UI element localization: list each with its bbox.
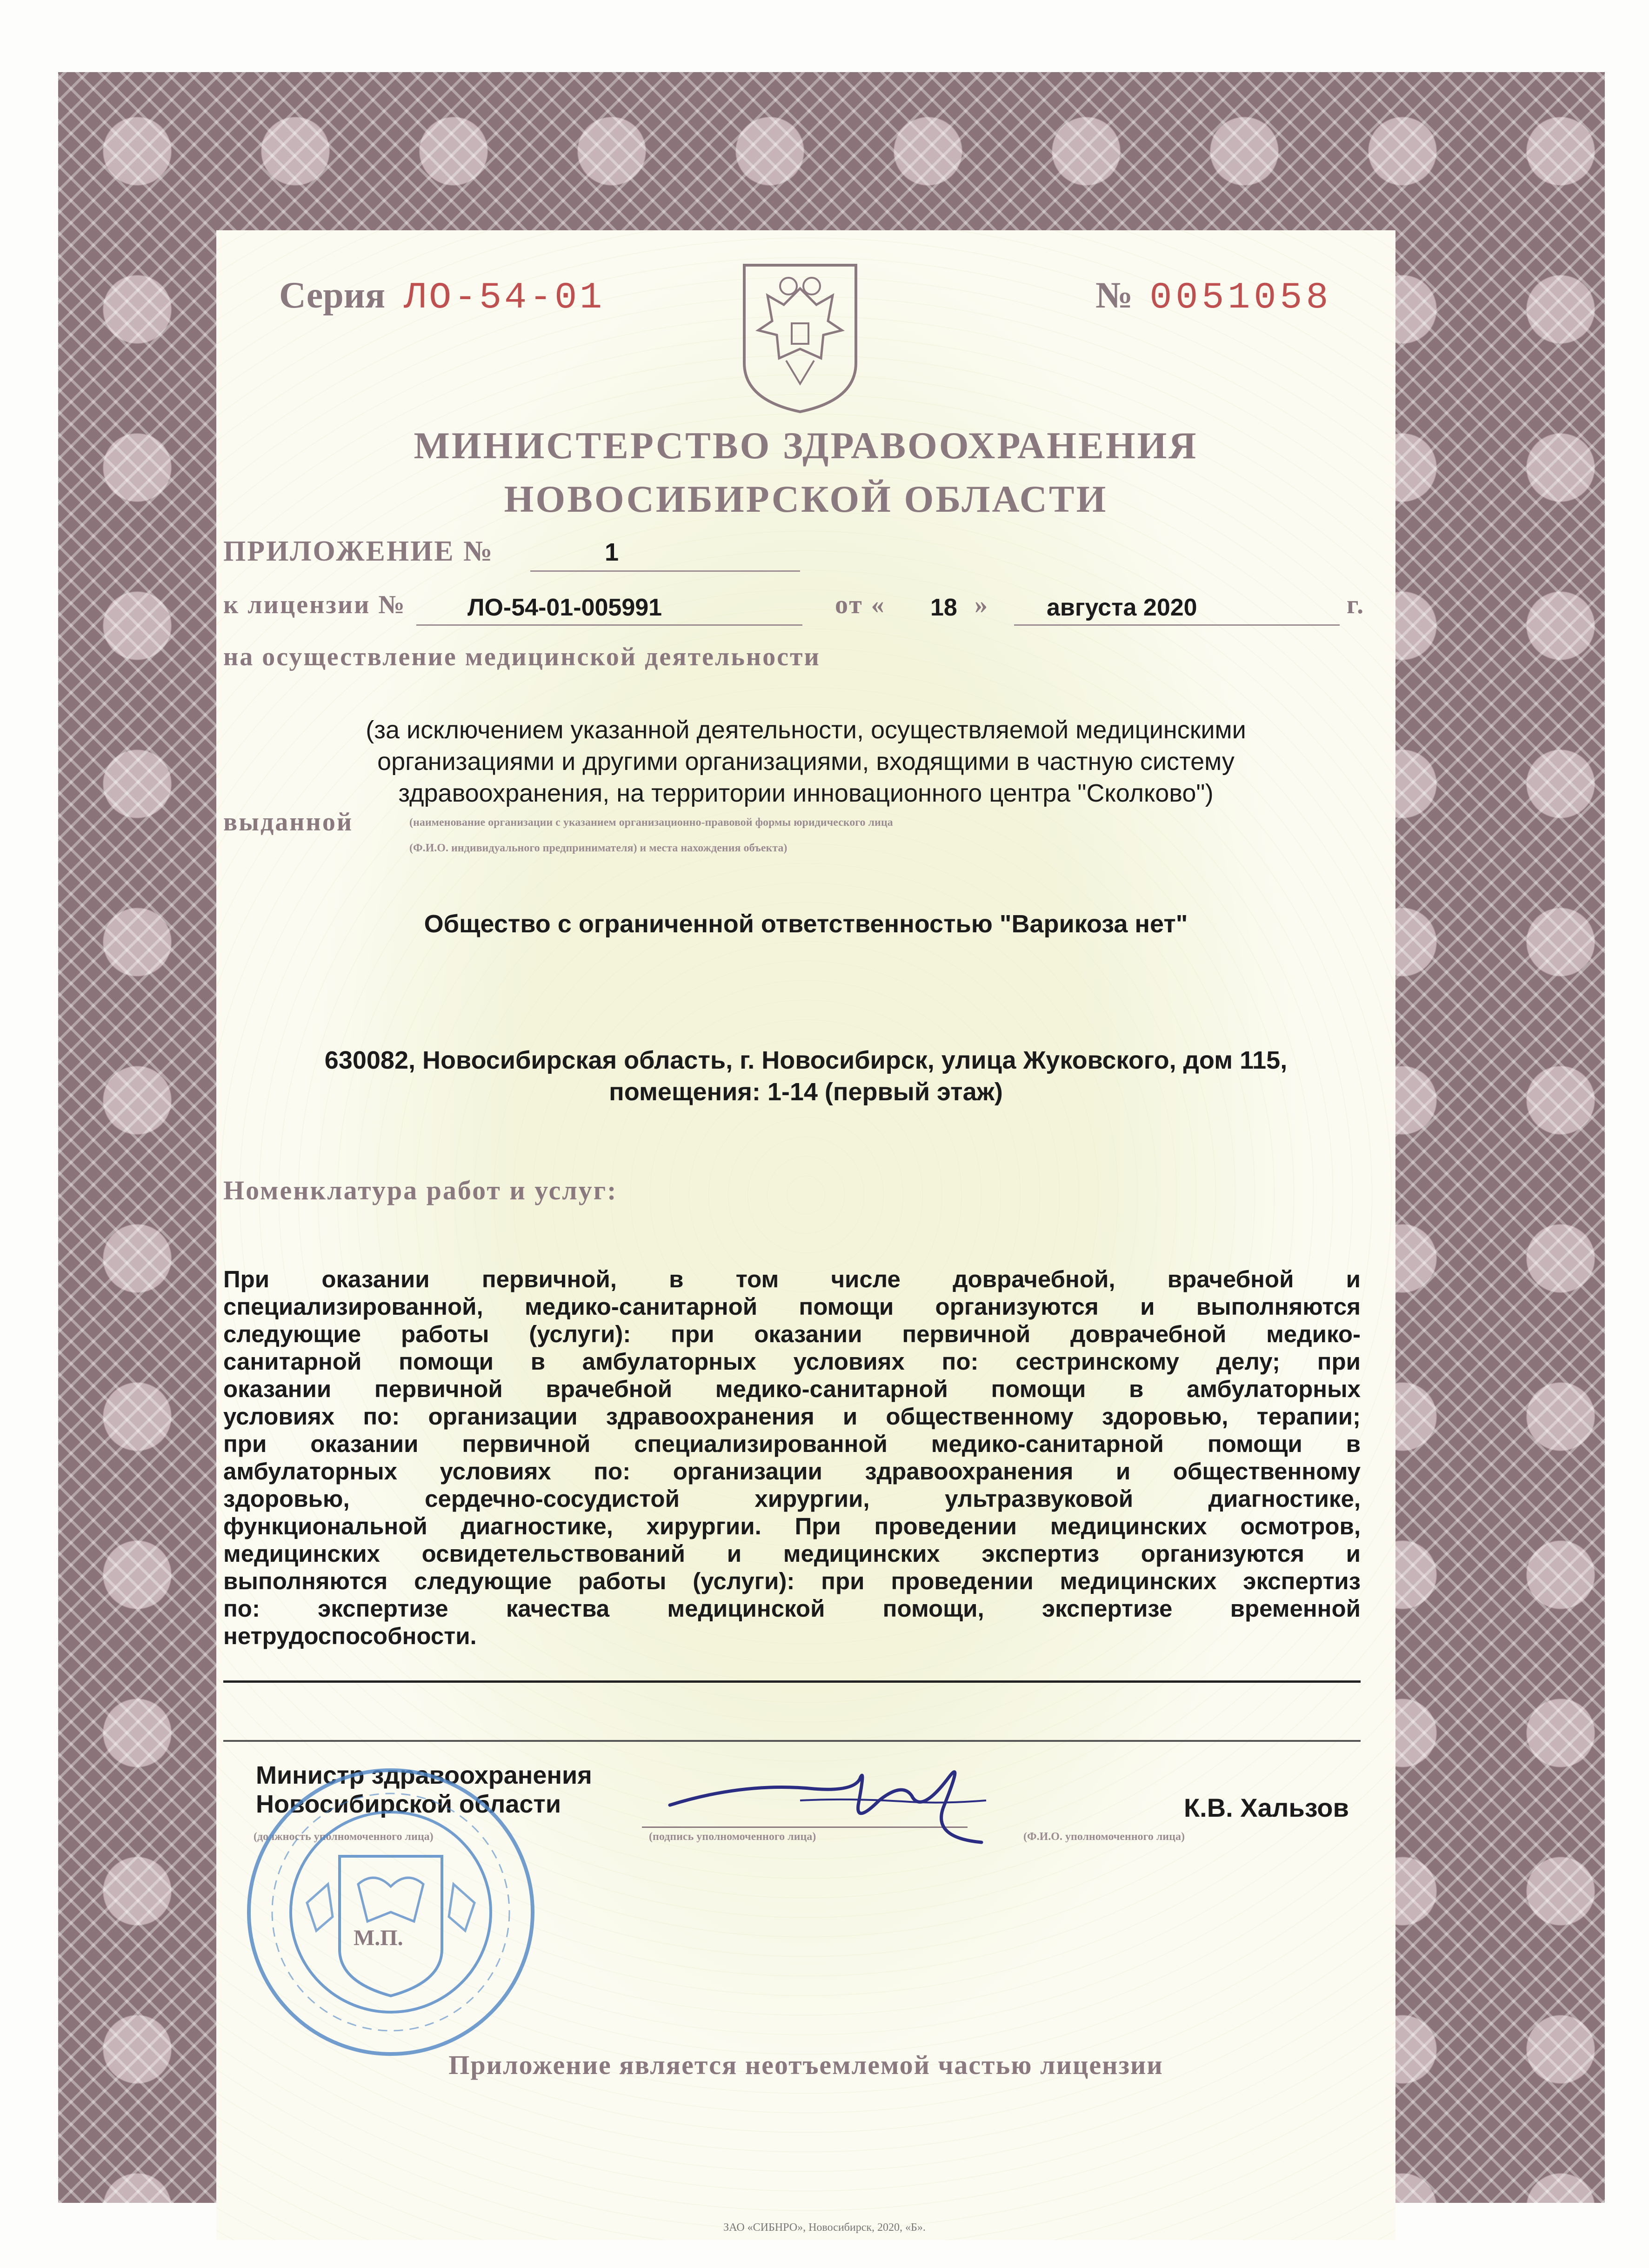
address-line: 630082, Новосибирская область, г. Новосибирск, улица Жуковского, дом 115, [324, 1046, 1288, 1074]
ministry-title-line1: МИНИСТЕРСТВО ЗДРАВООХРАНЕНИЯ [414, 424, 1198, 467]
form-number [1095, 274, 1332, 319]
nomenclature-line: оказании первичной врачебной медико-санитарной помощи в амбулаторных [223, 1376, 1361, 1402]
signatory-position-line: Новосибирской области [256, 1790, 561, 1818]
ministry-title [216, 419, 1395, 526]
license-label: к лицензии № [223, 590, 406, 619]
nomenclature-end-rule [223, 1680, 1361, 1683]
sign-caption: (подпись уполномоченного лица) [649, 1831, 816, 1843]
series [279, 274, 605, 319]
appendix-label: ПРИЛОЖЕНИЕ № [223, 535, 494, 567]
issued-caption-line1: (наименование организации с указанием организационно-правовой формы юридического лица [409, 816, 893, 829]
ministry-title-line2: НОВОСИБИРСКОЙ ОБЛАСТИ [504, 478, 1108, 520]
license-month-year: августа 2020 [1047, 594, 1197, 621]
license-day: 18 [930, 594, 957, 621]
appendix-number: 1 [605, 538, 619, 566]
license-month-line [1014, 590, 1340, 626]
position-caption: (должность уполномоченного лица) [254, 1831, 434, 1843]
signatory-position-line: Министр здравоохранения [256, 1761, 592, 1789]
number-label: № [1095, 275, 1133, 316]
exclusion-line: (за исключением указанной деятельности, осуществляемой медицинскими [366, 716, 1246, 744]
handwritten-signature [661, 1749, 1014, 1852]
nomenclature-line: следующие работы (услуги): при оказании первичной доврачебной медико- [223, 1321, 1361, 1347]
nomenclature-line: выполняются следующие работы (услуги): при проведении медицинских экспертиз [223, 1568, 1361, 1594]
signatory-name: К.В. Хальзов [1184, 1793, 1349, 1822]
nomenclature-line: амбулаторных условиях по: организации здравоохранения и общественному [223, 1458, 1361, 1485]
issued-label: выданной [223, 808, 354, 836]
exclusion-line: организациями и другими организациями, входящими в частную систему [377, 748, 1235, 776]
nomenclature-line: медицинских освидетельствований и медицинских экспертиз организуются и [223, 1540, 1361, 1567]
organization-address [216, 1044, 1395, 1108]
nomenclature-text [223, 1265, 1361, 1650]
exclusion-line: здравоохранения, на территории инновационного центра "Сколково") [398, 779, 1214, 807]
signature-top-rule [223, 1740, 1361, 1742]
exclusion-note [216, 714, 1395, 809]
series-value: ЛО-54-01 [404, 277, 605, 319]
license-number: ЛО-54-01-005991 [467, 594, 662, 621]
license-date-from: от « [835, 590, 886, 619]
license-day-close: » [975, 590, 989, 619]
address-line: помещения: 1-14 (первый этаж) [609, 1078, 1003, 1106]
nomenclature-label: Номенклатура работ и услуг: [223, 1175, 618, 1205]
coat-of-arms-icon [740, 261, 861, 414]
nomenclature-line: по: экспертизе качества медицинской помощи, экспертизе временной [223, 1595, 1361, 1622]
issued-caption-line2: (Ф.И.О. индивидуального предпринимателя) и места нахождения объекта) [409, 842, 788, 854]
stamp-place-label: М.П. [354, 1926, 403, 1950]
integral-part-note: Приложение является неотъемлемой частью лицензии [448, 2050, 1163, 2080]
nomenclature-line: условиях по: организации здравоохранения и общественному здоровью, терапии; [223, 1403, 1361, 1430]
official-seal-icon [242, 1763, 540, 2061]
series-label: Серия [279, 275, 386, 316]
nomenclature-line: при оказании первичной специализированной медико-санитарной помощи в [223, 1431, 1361, 1457]
nomenclature-line: функциональной диагностике, хирургии. При проведении медицинских осмотров, [223, 1513, 1361, 1539]
nomenclature-line: санитарной помощи в амбулаторных условиях по: сестринскому делу; при [223, 1348, 1361, 1375]
purpose-text: на осуществление медицинской деятельности [223, 642, 821, 671]
printer-imprint: ЗАО «СИБНРО», Новосибирск, 2020, «Б». [723, 2221, 926, 2234]
nomenclature-line: нетрудоспособности. [223, 1623, 477, 1649]
nomenclature-line: здоровью, сердечно-сосудистой хирургии, ультразвуковой диагностике, [223, 1485, 1361, 1512]
nomenclature-line: специализированной, медико-санитарной помощи организуются и выполняются [223, 1293, 1361, 1320]
organization-name: Общество с ограниченной ответственностью "Варикоза нет" [424, 910, 1188, 938]
appendix-number-line [530, 536, 800, 572]
license-number-line [416, 590, 802, 626]
nomenclature-line: При оказании первичной, в том числе доврачебной, врачебной и [223, 1266, 1361, 1292]
name-caption: (Ф.И.О. уполномоченного лица) [1023, 1831, 1185, 1843]
number-value: 0051058 [1149, 277, 1332, 319]
license-year-suffix: г. [1347, 590, 1365, 619]
